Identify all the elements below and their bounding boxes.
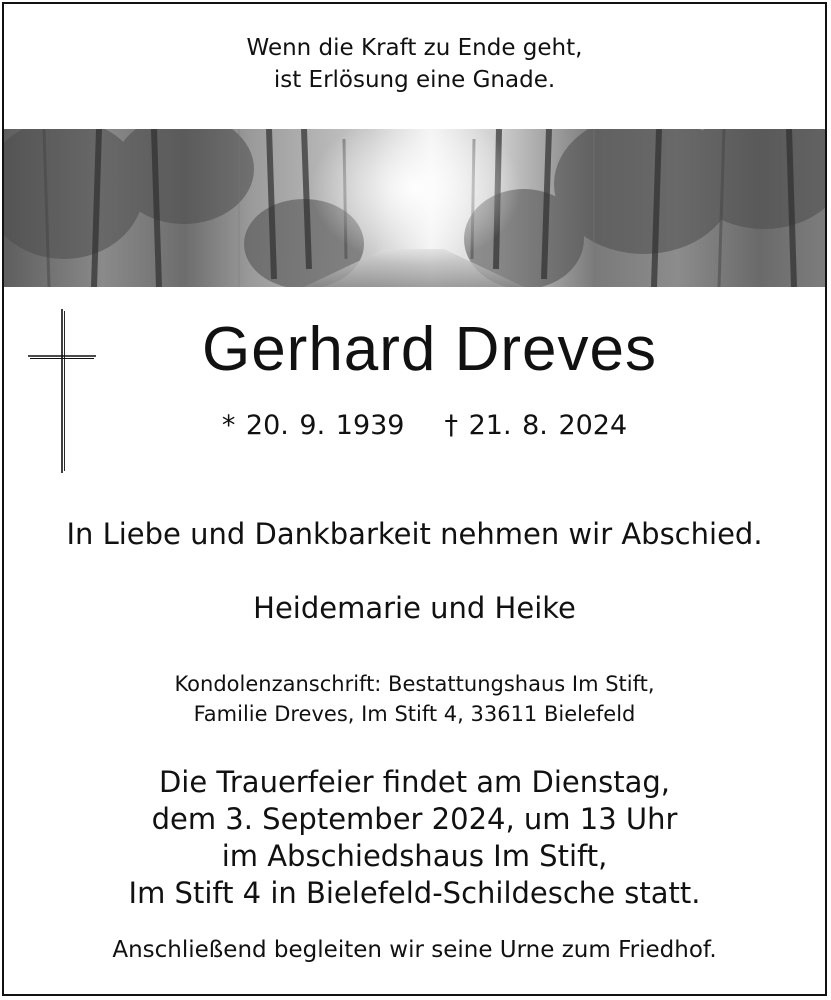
- funeral-service-info: [4, 764, 825, 912]
- obituary-notice: [2, 2, 827, 996]
- burial-note: Anschließend begleiten wir seine Urne zum Friedhof.: [112, 937, 717, 963]
- service-line-1: Die Trauerfeier findet am Dienstag,: [158, 765, 671, 799]
- death-date: † 21. 8. 2024: [444, 410, 628, 441]
- motto-line-2: ist Erlösung eine Gnade.: [273, 67, 556, 93]
- mourners-names: Heidemarie und Heike: [253, 591, 576, 625]
- service-line-4: Im Stift 4 in Bielefeld-Schildesche statt.: [128, 876, 701, 910]
- motto: [4, 32, 825, 96]
- motto-line-1: Wenn die Kraft zu Ende geht,: [246, 35, 583, 61]
- forest-path-image: [4, 129, 825, 287]
- deceased-name: Gerhard Dreves: [201, 315, 658, 384]
- birth-date: * 20. 9. 1939: [221, 410, 405, 441]
- condolence-line-2: Familie Dreves, Im Stift 4, 33611 Bielefeld: [193, 702, 636, 726]
- life-dates: [4, 408, 825, 444]
- service-line-3: im Abschiedshaus Im Stift,: [221, 839, 608, 873]
- condolence-line-1: Kondolenzanschrift: Bestattungshaus Im Stift,: [174, 672, 655, 696]
- service-line-2: dem 3. September 2024, um 13 Uhr: [151, 802, 678, 836]
- forest-path-icon: [4, 129, 825, 287]
- condolence-address: [4, 669, 825, 729]
- farewell-text: In Liebe und Dankbarkeit nehmen wir Abschied.: [66, 517, 763, 551]
